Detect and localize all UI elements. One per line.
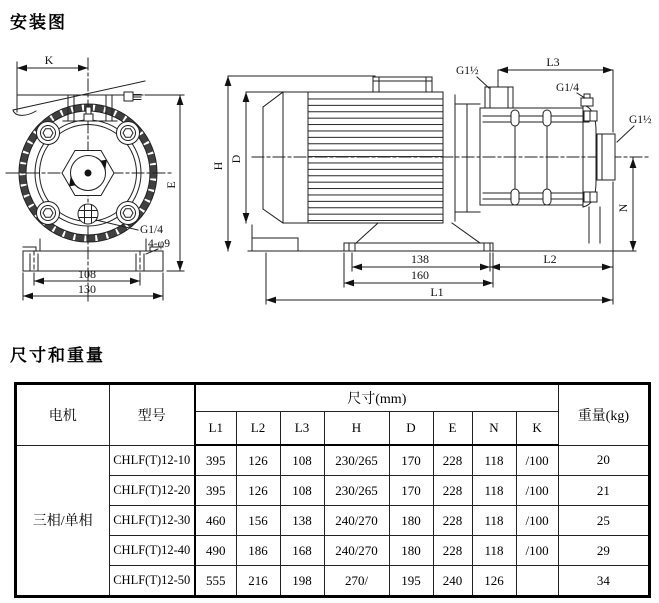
dim-160-label: 160 — [411, 268, 429, 282]
value-cell: 138 — [280, 506, 324, 536]
dim-108-label: 108 — [78, 267, 96, 281]
dim-n-label: N — [616, 203, 630, 213]
g112-top-label: G1½ — [456, 65, 479, 77]
col-header-e: E — [433, 412, 472, 446]
flange-bolt — [117, 122, 140, 145]
g112-side-label: G1½ — [629, 114, 652, 126]
weight-cell: 25 — [558, 506, 649, 536]
col-header-h: H — [324, 412, 389, 446]
dim-130-label: 130 — [78, 282, 96, 296]
flange-bolt — [117, 202, 140, 225]
table-row — [16, 445, 649, 476]
table-title: 尺寸和重量 — [10, 346, 105, 365]
value-cell: 170 — [389, 476, 433, 506]
dim-e-label: E — [164, 181, 178, 189]
value-cell: 240/270 — [324, 506, 389, 536]
front-view — [6, 58, 184, 302]
dim-h-label: H — [211, 161, 225, 171]
dim-l3-label: L3 — [546, 55, 560, 69]
motor-type-cell: 三相/单相 — [16, 445, 109, 596]
weight-cell: 21 — [558, 476, 649, 506]
col-header-k: K — [516, 412, 558, 446]
dim-k-label: K — [44, 53, 54, 67]
col-header-l1: L1 — [195, 412, 236, 446]
value-cell: 156 — [236, 506, 280, 536]
side-view — [228, 70, 648, 304]
col-header-motor: 电机 — [16, 384, 109, 445]
table-row — [16, 506, 649, 536]
value-cell: 270/ — [324, 566, 389, 597]
value-cell: /100 — [516, 476, 558, 506]
value-cell: 230/265 — [324, 445, 389, 476]
value-cell: 186 — [236, 536, 280, 566]
value-cell: 126 — [236, 476, 280, 506]
value-cell: 228 — [433, 536, 472, 566]
col-header-l2: L2 — [236, 412, 280, 446]
weight-cell: 34 — [558, 566, 649, 597]
col-header-weight: 重量(kg) — [558, 384, 649, 445]
value-cell: 228 — [433, 506, 472, 536]
value-cell: 126 — [472, 566, 516, 597]
col-header-l3: L3 — [280, 412, 324, 446]
value-cell: 198 — [280, 566, 324, 597]
bolt-holes-label: 4-φ9 — [148, 238, 170, 250]
value-cell: /100 — [516, 506, 558, 536]
model-cell: CHLF(T)12-10 — [109, 445, 195, 476]
dim-l2-label: L2 — [543, 252, 557, 266]
flange-bolt — [37, 122, 60, 145]
value-cell: /100 — [516, 445, 558, 476]
value-cell: 240 — [433, 566, 472, 597]
col-header-d: D — [389, 412, 433, 446]
diagram-title: 安装图 — [10, 13, 67, 32]
dim-d-label: D — [229, 154, 243, 164]
model-cell: CHLF(T)12-50 — [109, 566, 195, 597]
value-cell: 118 — [472, 536, 516, 566]
value-cell: 230/265 — [324, 476, 389, 506]
value-cell: 195 — [389, 566, 433, 597]
value-cell: 460 — [195, 506, 236, 536]
value-cell: 108 — [280, 476, 324, 506]
front-g14-label: G1/4 — [140, 224, 163, 236]
value-cell: 168 — [280, 536, 324, 566]
value-cell: 118 — [472, 506, 516, 536]
dim-138-label: 138 — [411, 252, 429, 266]
col-header-dims-group: 尺寸(mm) — [195, 384, 558, 412]
value-cell: 170 — [389, 445, 433, 476]
model-cell: CHLF(T)12-20 — [109, 476, 195, 506]
dim-l1-label: L1 — [430, 285, 444, 299]
col-header-n: N — [472, 412, 516, 446]
value-cell: 395 — [195, 476, 236, 506]
side-g14-label: G1/4 — [556, 82, 579, 94]
value-cell: 395 — [195, 445, 236, 476]
value-cell: 490 — [195, 536, 236, 566]
value-cell: 126 — [236, 445, 280, 476]
value-cell: 180 — [389, 536, 433, 566]
value-cell: 240/270 — [324, 536, 389, 566]
weight-cell: 20 — [558, 445, 649, 476]
model-cell: CHLF(T)12-40 — [109, 536, 195, 566]
weight-cell: 29 — [558, 536, 649, 566]
value-cell: 108 — [280, 445, 324, 476]
value-cell: 228 — [433, 476, 472, 506]
model-cell: CHLF(T)12-30 — [109, 506, 195, 536]
value-cell: /100 — [516, 536, 558, 566]
table-row — [16, 536, 649, 566]
col-header-model: 型号 — [109, 384, 195, 445]
table-row — [16, 476, 649, 506]
value-cell: 555 — [195, 566, 236, 597]
value-cell: 216 — [236, 566, 280, 597]
value-cell: 118 — [472, 476, 516, 506]
value-cell — [516, 566, 558, 597]
value-cell: 180 — [389, 506, 433, 536]
flange-bolt — [37, 202, 60, 225]
table-row — [16, 566, 649, 597]
dimensions-weight-table — [15, 383, 650, 597]
value-cell: 118 — [472, 445, 516, 476]
value-cell: 228 — [433, 445, 472, 476]
